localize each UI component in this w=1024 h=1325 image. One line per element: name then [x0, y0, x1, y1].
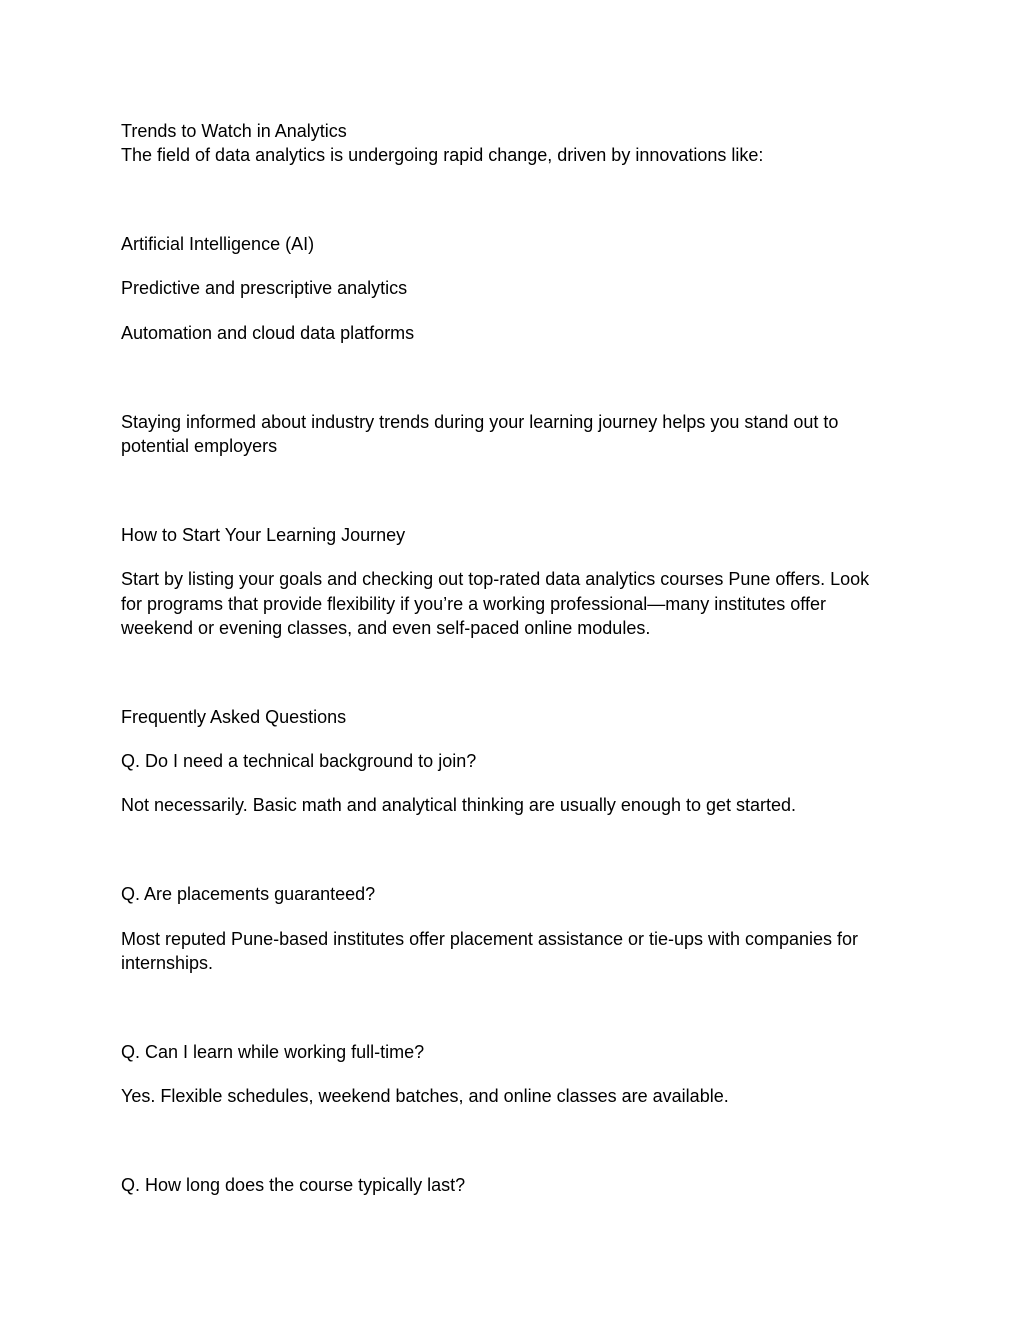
- trends-note-line-2: potential employers: [121, 436, 278, 456]
- faq-question-1: Q. Do I need a technical background to join?: [121, 751, 477, 771]
- faq-question-2: Q. Are placements guaranteed?: [121, 884, 376, 904]
- faq-answer-2-line-2: internships.: [121, 953, 214, 973]
- trend-item-ai: Artificial Intelligence (AI): [121, 234, 315, 254]
- trends-note-line-1: Staying informed about industry trends during your learning journey helps you stand out to: [121, 412, 839, 432]
- trend-item-predictive: Predictive and prescriptive analytics: [121, 278, 408, 298]
- journey-line-2: for programs that provide flexibility if you’re a working professional—many institutes offer: [121, 594, 826, 614]
- journey-line-3: weekend or evening classes, and even self-paced online modules.: [121, 618, 651, 638]
- faq-question-3: Q. Can I learn while working full-time?: [121, 1042, 425, 1062]
- trends-intro: The field of data analytics is undergoing rapid change, driven by innovations like:: [121, 145, 764, 165]
- journey-heading: How to Start Your Learning Journey: [121, 525, 406, 545]
- trends-heading: Trends to Watch in Analytics: [121, 121, 347, 141]
- faq-answer-2-line-1: Most reputed Pune-based institutes offer placement assistance or tie-ups with companies for: [121, 929, 859, 949]
- faq-answer-3-line-1: Yes. Flexible schedules, weekend batches, and online classes are available.: [121, 1086, 729, 1106]
- faq-answer-1-line-1: Not necessarily. Basic math and analytical thinking are usually enough to get started.: [121, 795, 797, 815]
- faq-question-4: Q. How long does the course typically last?: [121, 1175, 466, 1195]
- journey-line-1: Start by listing your goals and checking out top-rated data analytics courses Pune offers. Look: [121, 569, 870, 589]
- faq-heading: Frequently Asked Questions: [121, 707, 347, 727]
- trend-item-automation: Automation and cloud data platforms: [121, 323, 415, 343]
